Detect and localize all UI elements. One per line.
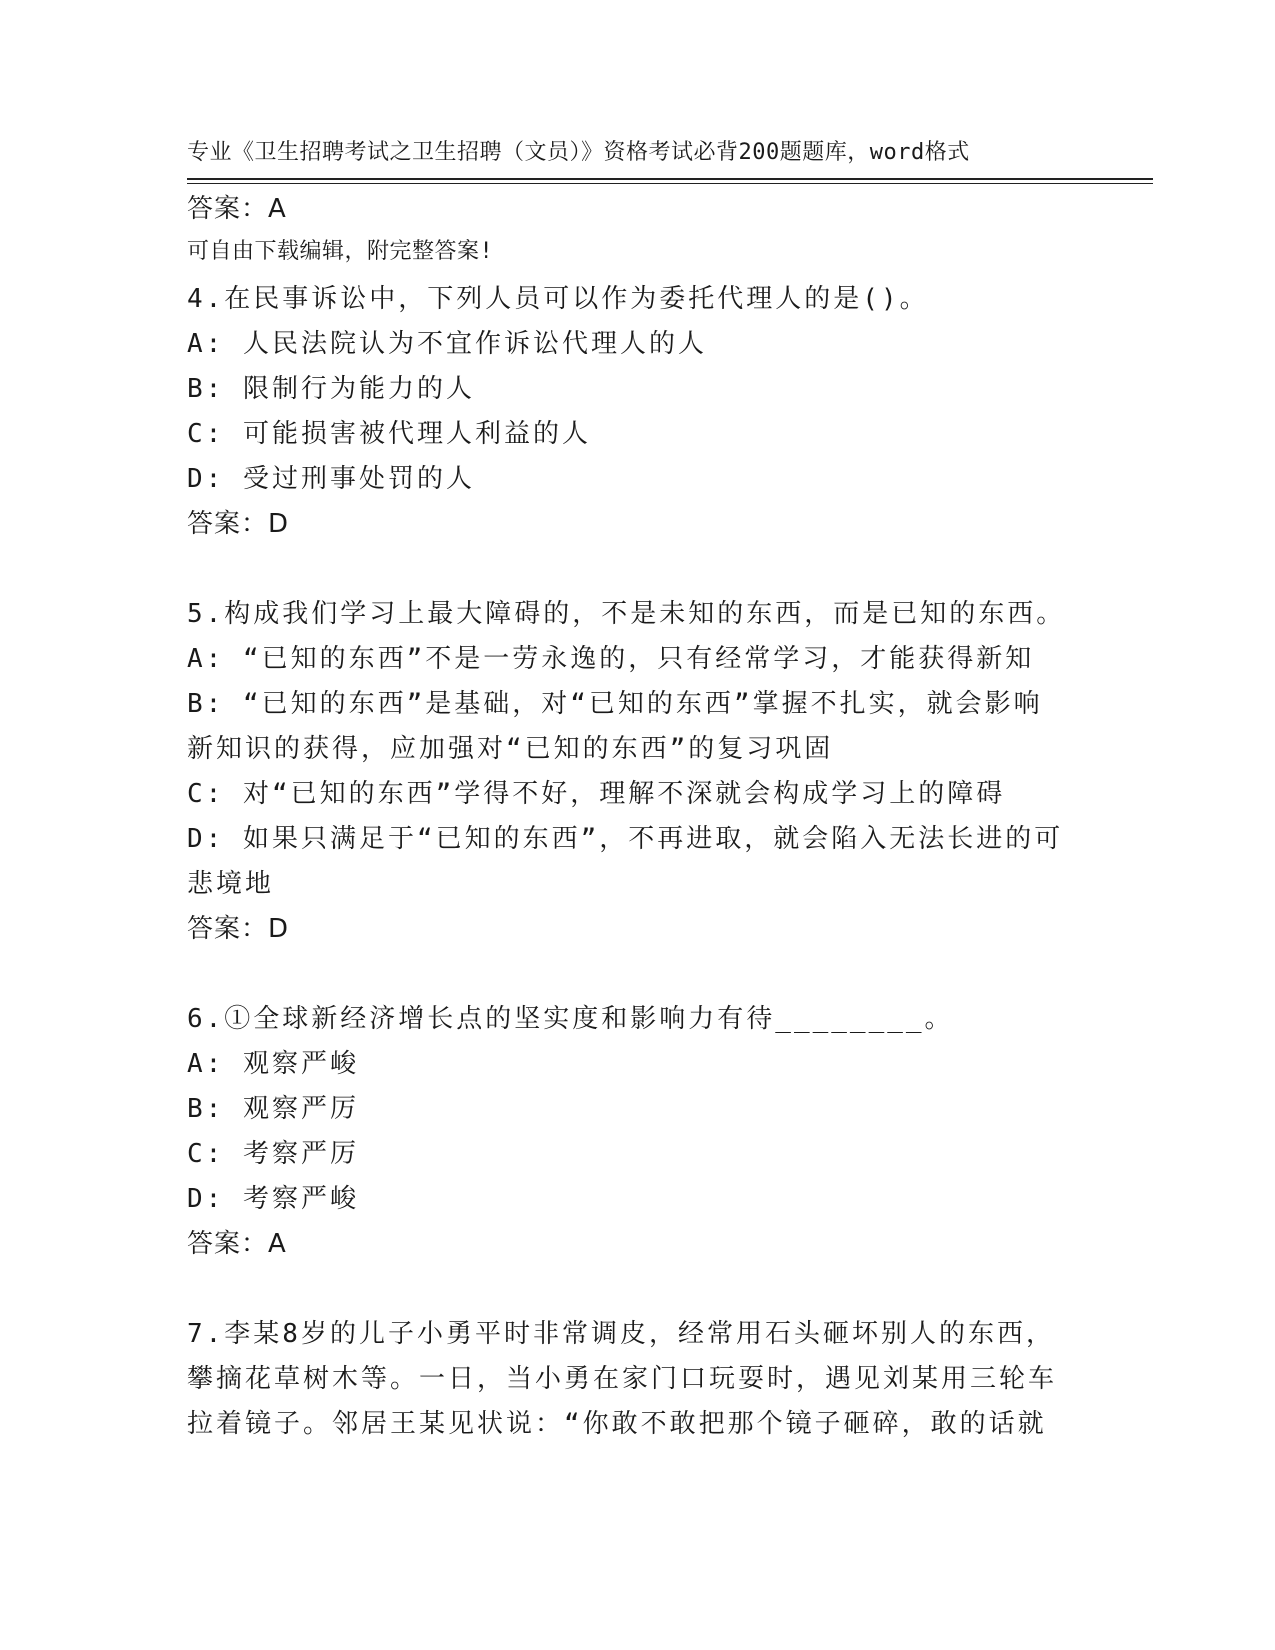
answer-line: 答案：D bbox=[187, 509, 290, 539]
answer-line: 答案：D bbox=[187, 914, 290, 944]
header-divider-thin bbox=[187, 183, 1153, 184]
option-d: D: 考察严峻 bbox=[187, 1184, 359, 1214]
question-list bbox=[187, 187, 1087, 1447]
question-block bbox=[187, 1312, 1087, 1447]
option-a: A: “已知的东西”不是一劳永逸的，只有经常学习，才能获得新知 bbox=[187, 644, 1035, 674]
block-spacer bbox=[187, 1267, 1087, 1312]
option-b: B: 观察严厉 bbox=[187, 1094, 359, 1124]
option-a: A: 人民法院认为不宜作诉讼代理人的人 bbox=[187, 329, 707, 359]
answer-line: 答案：A bbox=[187, 1229, 287, 1259]
header-divider-thick bbox=[187, 178, 1153, 180]
question-block bbox=[187, 187, 1087, 232]
option-d: D: 受过刑事处罚的人 bbox=[187, 464, 475, 494]
question-text: 攀摘花草树木等。一日，当小勇在家门口玩耍时，遇见刘某用三轮车 bbox=[187, 1364, 1058, 1394]
block-spacer bbox=[187, 952, 1087, 997]
option-b: B: “已知的东西”是基础，对“已知的东西”掌握不扎实，就会影响 bbox=[187, 689, 1043, 719]
block-spacer bbox=[187, 547, 1087, 592]
option-d: 悲境地 bbox=[187, 869, 275, 899]
question-text: 6.①全球新经济增长点的坚实度和影响力有待________。 bbox=[187, 1004, 954, 1034]
option-b: B: 限制行为能力的人 bbox=[187, 374, 475, 404]
question-block bbox=[187, 592, 1087, 952]
question-block bbox=[187, 277, 1087, 547]
question-block bbox=[187, 997, 1087, 1267]
answer-line: 答案：A bbox=[187, 194, 287, 224]
option-a: A: 观察严峻 bbox=[187, 1049, 359, 1079]
header-title-line-2: 可自由下载编辑，附完整答案! bbox=[187, 239, 494, 264]
header-title-line-1: 专业《卫生招聘考试之卫生招聘（文员）》资格考试必背200题题库，word格式 bbox=[187, 140, 970, 165]
question-text: 拉着镜子。邻居王某见状说：“你敢不敢把那个镜子砸碎，敢的话就 bbox=[187, 1409, 1047, 1439]
option-c: C: 考察严厉 bbox=[187, 1139, 359, 1169]
block-spacer bbox=[187, 232, 1087, 277]
option-c: C: 可能损害被代理人利益的人 bbox=[187, 419, 591, 449]
option-d: D: 如果只满足于“已知的东西”，不再进取，就会陷入无法长进的可 bbox=[187, 824, 1064, 854]
question-text: 5.构成我们学习上最大障碍的，不是未知的东西，而是已知的东西。 bbox=[187, 599, 1066, 629]
option-b: 新知识的获得，应加强对“已知的东西”的复习巩固 bbox=[187, 734, 834, 764]
option-c: C: 对“已知的东西”学得不好，理解不深就会构成学习上的障碍 bbox=[187, 779, 1006, 809]
question-text: 7.李某8岁的儿子小勇平时非常调皮，经常用石头砸坏别人的东西， bbox=[187, 1319, 1055, 1349]
question-text: 4.在民事诉讼中，下列人员可以作为委托代理人的是()。 bbox=[187, 284, 929, 314]
